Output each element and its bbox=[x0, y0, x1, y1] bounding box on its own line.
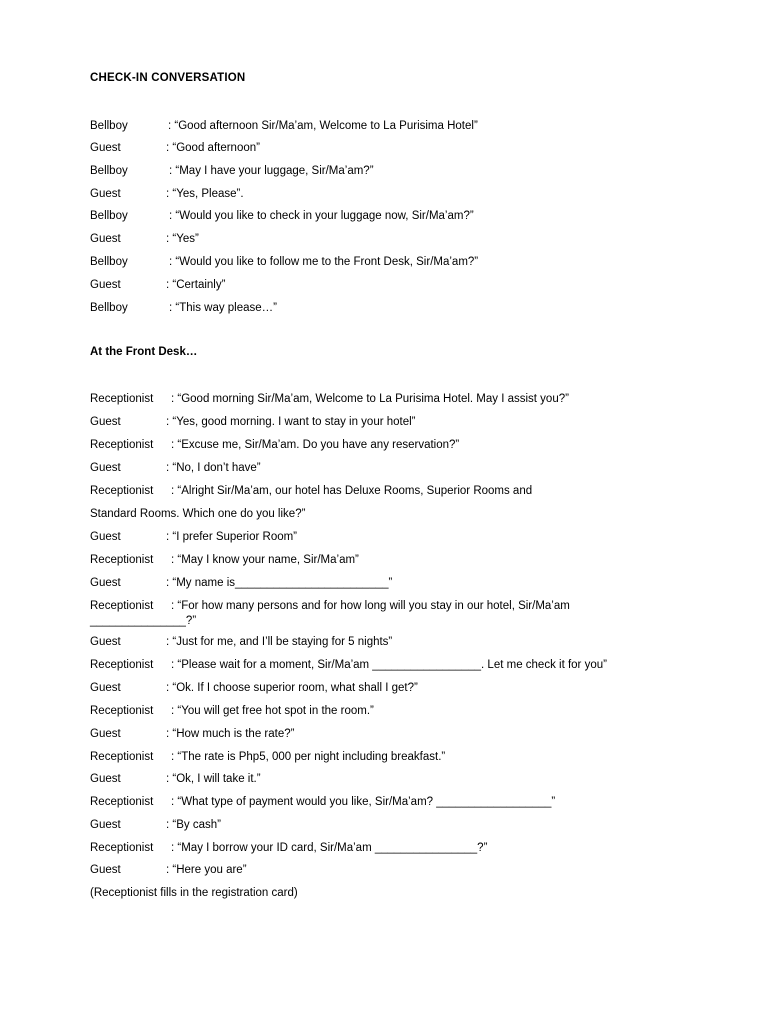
dialogue-text: : “Yes” bbox=[166, 233, 199, 245]
speaker-label: Bellboy bbox=[90, 210, 128, 222]
dialogue-text: : “Ok. If I choose superior room, what shall I get?” bbox=[166, 682, 418, 694]
dialogue-line bbox=[90, 118, 690, 134]
speaker-label: Receptionist bbox=[90, 485, 154, 497]
speaker-label: Receptionist bbox=[90, 705, 154, 717]
speaker-label: Receptionist bbox=[90, 796, 154, 808]
speaker-label: Guest bbox=[90, 142, 121, 154]
stage-direction: (Receptionist fills in the registration card) bbox=[90, 887, 298, 899]
dialogue-text: : “My name is________________________” bbox=[166, 577, 393, 589]
speaker-label: Bellboy bbox=[90, 256, 128, 268]
dialogue-text: : “What type of payment would you like, Sir/Ma’am? __________________” bbox=[171, 796, 556, 808]
dialogue-text: : “How much is the rate?” bbox=[166, 728, 295, 740]
dialogue-line bbox=[90, 575, 690, 591]
dialogue-text: : “For how many persons and for how long will you stay in our hotel, Sir/Ma’am bbox=[171, 600, 570, 612]
dialogue-line bbox=[90, 749, 690, 765]
speaker-label: Guest bbox=[90, 462, 121, 474]
speaker-label: Bellboy bbox=[90, 302, 128, 314]
dialogue-line bbox=[90, 254, 690, 270]
dialogue-text: : “Would you like to check in your luggage now, Sir/Ma’am?” bbox=[169, 210, 474, 222]
speaker-label: Receptionist bbox=[90, 554, 154, 566]
dialogue-text: : “Good afternoon” bbox=[166, 142, 260, 154]
dialogue-line bbox=[90, 598, 690, 614]
dialogue-text: : “Yes, good morning. I want to stay in your hotel” bbox=[166, 416, 416, 428]
dialogue-text: : “Excuse me, Sir/Ma’am. Do you have any reservation?” bbox=[171, 439, 460, 451]
dialogue-text: : “May I know your name, Sir/Ma’am” bbox=[171, 554, 359, 566]
dialogue-line bbox=[90, 231, 690, 247]
speaker-label: Receptionist bbox=[90, 751, 154, 763]
dialogue-text: : “May I borrow your ID card, Sir/Ma’am ________________?” bbox=[171, 842, 488, 854]
dialogue-text: : “Ok, I will take it.” bbox=[166, 773, 261, 785]
dialogue-line bbox=[90, 483, 690, 499]
dialogue-text: : “May I have your luggage, Sir/Ma’am?” bbox=[169, 165, 374, 177]
speaker-label: Receptionist bbox=[90, 600, 154, 612]
dialogue-text: : “Good morning Sir/Ma’am, Welcome to La Purisima Hotel. May I assist you?” bbox=[171, 393, 569, 405]
dialogue-text: : “Good afternoon Sir/Ma’am, Welcome to La Purisima Hotel” bbox=[168, 120, 478, 132]
speaker-label: Bellboy bbox=[90, 165, 128, 177]
speaker-label: Guest bbox=[90, 728, 121, 740]
dialogue-text: : “Yes, Please”. bbox=[166, 188, 244, 200]
speaker-label: Guest bbox=[90, 188, 121, 200]
speaker-label: Guest bbox=[90, 279, 121, 291]
speaker-label: Guest bbox=[90, 682, 121, 694]
dialogue-line bbox=[90, 634, 690, 650]
dialogue-line bbox=[90, 277, 690, 293]
speaker-label: Guest bbox=[90, 636, 121, 648]
dialogue-text: : “I prefer Superior Room” bbox=[166, 531, 298, 543]
speaker-label: Guest bbox=[90, 819, 121, 831]
section-heading: At the Front Desk… bbox=[90, 346, 198, 358]
speaker-label: Guest bbox=[90, 233, 121, 245]
speaker-label: Guest bbox=[90, 577, 121, 589]
dialogue-line bbox=[90, 840, 690, 856]
dialogue-line bbox=[90, 552, 690, 568]
speaker-label: Receptionist bbox=[90, 439, 154, 451]
dialogue-text: : “Here you are” bbox=[166, 864, 247, 876]
dialogue-text: : “Would you like to follow me to the Front Desk, Sir/Ma’am?” bbox=[169, 256, 479, 268]
speaker-label: Receptionist bbox=[90, 842, 154, 854]
dialogue-text: : “Certainly” bbox=[166, 279, 226, 291]
dialogue-line bbox=[90, 208, 690, 224]
dialogue-continuation: _______________?” bbox=[90, 615, 197, 627]
dialogue-text: : “Just for me, and I’ll be staying for 5 nights” bbox=[166, 636, 393, 648]
dialogue-text: : “Alright Sir/Ma’am, our hotel has Deluxe Rooms, Superior Rooms and bbox=[171, 485, 533, 497]
dialogue-line bbox=[90, 817, 690, 833]
dialogue-line bbox=[90, 391, 690, 407]
dialogue-text: : “You will get free hot spot in the room.” bbox=[171, 705, 374, 717]
dialogue-line bbox=[90, 794, 690, 810]
dialogue-line bbox=[90, 771, 690, 787]
dialogue-line bbox=[90, 140, 690, 156]
speaker-label: Guest bbox=[90, 773, 121, 785]
speaker-label: Guest bbox=[90, 531, 121, 543]
dialogue-line bbox=[90, 163, 690, 179]
dialogue-line bbox=[90, 460, 690, 476]
dialogue-text: : “By cash” bbox=[166, 819, 221, 831]
dialogue-continuation: Standard Rooms. Which one do you like?” bbox=[90, 508, 306, 520]
speaker-label: Guest bbox=[90, 416, 121, 428]
speaker-label: Guest bbox=[90, 864, 121, 876]
speaker-label: Receptionist bbox=[90, 393, 154, 405]
dialogue-text: : “No, I don’t have” bbox=[166, 462, 261, 474]
speaker-label: Bellboy bbox=[90, 120, 128, 132]
dialogue-line bbox=[90, 680, 690, 696]
dialogue-text: : “Please wait for a moment, Sir/Ma’am _________________. Let me check it for you” bbox=[171, 659, 607, 671]
dialogue-line bbox=[90, 414, 690, 430]
dialogue-text: : “This way please…” bbox=[169, 302, 278, 314]
dialogue-text: : “The rate is Php5, 000 per night including breakfast.” bbox=[171, 751, 446, 763]
dialogue-line bbox=[90, 657, 690, 673]
dialogue-line bbox=[90, 703, 690, 719]
dialogue-line bbox=[90, 862, 690, 878]
dialogue-line bbox=[90, 437, 690, 453]
dialogue-line bbox=[90, 186, 690, 202]
dialogue-line bbox=[90, 529, 690, 545]
dialogue-line bbox=[90, 300, 690, 316]
page-title: CHECK-IN CONVERSATION bbox=[90, 72, 246, 84]
dialogue-line bbox=[90, 726, 690, 742]
speaker-label: Receptionist bbox=[90, 659, 154, 671]
